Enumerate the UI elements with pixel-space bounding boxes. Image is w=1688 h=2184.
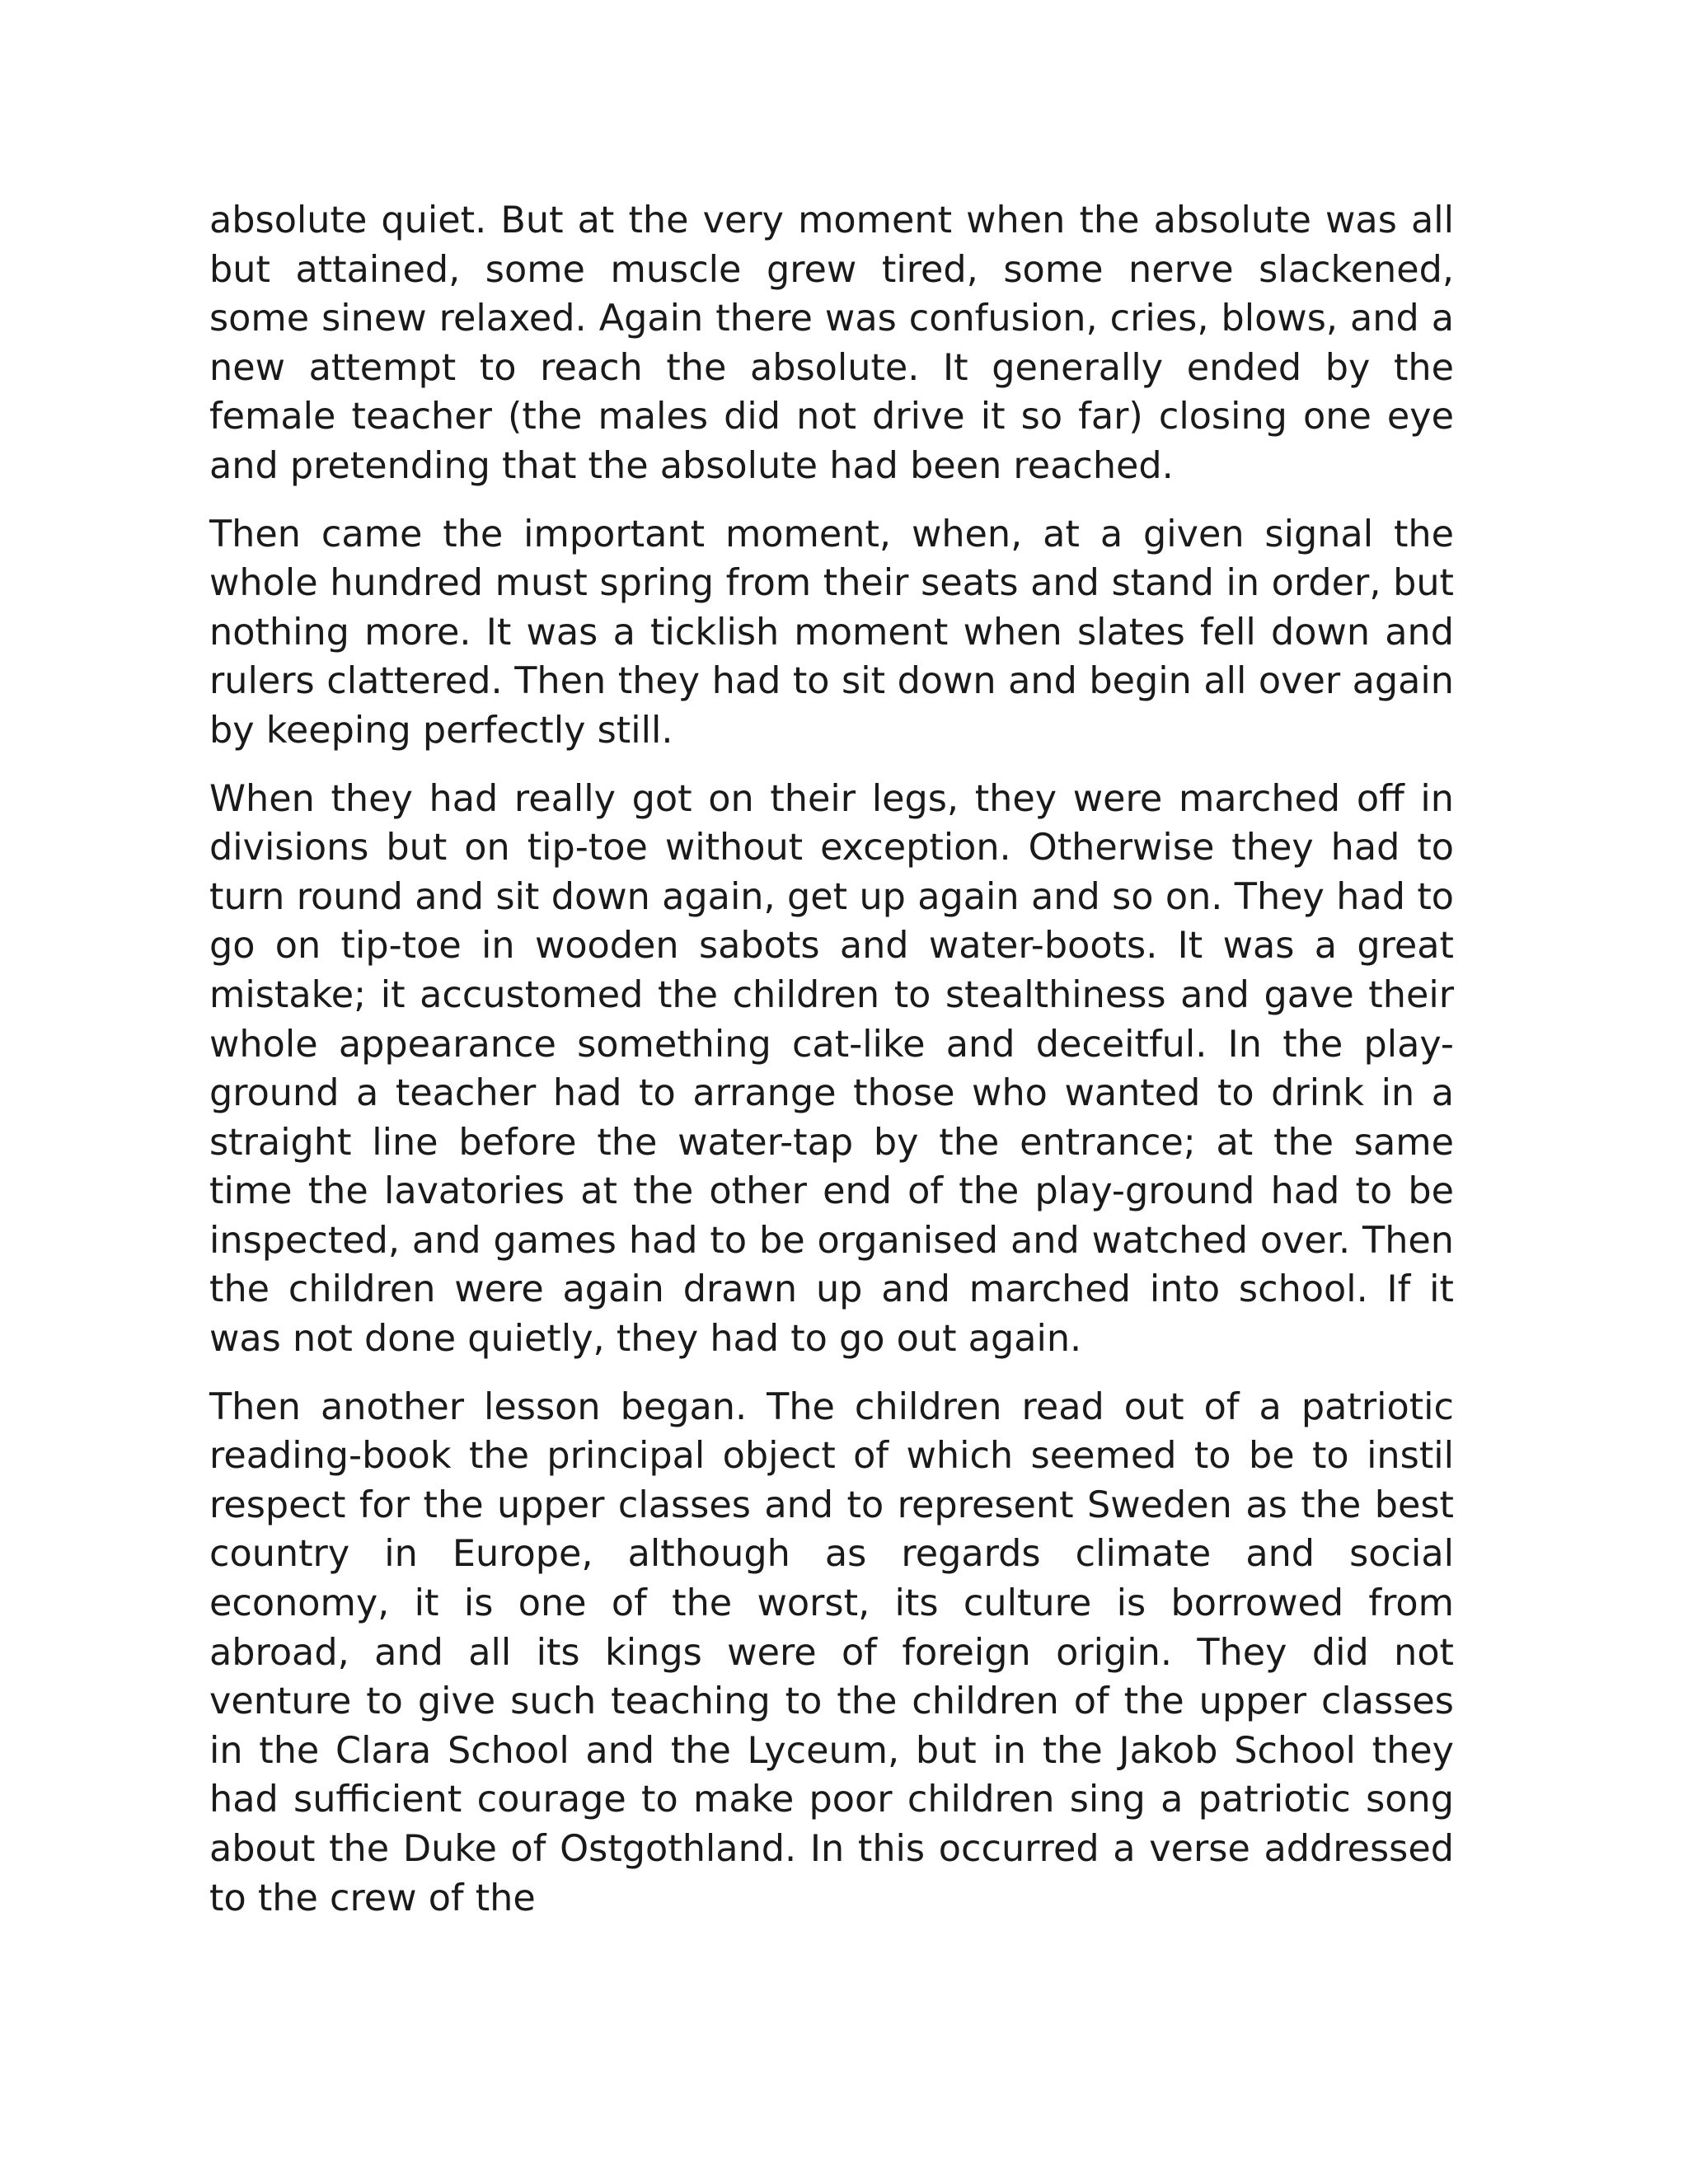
paragraph-2: Then came the important moment, when, at a given signal the whole hundred must spring from their seats and stand in order, but nothing more. It was a ticklish moment when slates fell down and rulers clattered. Then they had to sit down and begin all over again by keeping perfectly still.: [209, 513, 1454, 752]
text-body: [209, 196, 1454, 1942]
paragraph-4: Then another lesson began. The children read out of a patriotic reading-book the principal object of which seemed to be to instil respect for the upper classes and to represent Sweden as the best country in Europe, although as regards climate and social economy, it is one of the worst, its culture is borrowed from abroad, and all its kings were of foreign origin. They did not venture to give such teaching to the children of the upper classes in the Clara School and the Lyceum, but in the Jakob School they had sufficient courage to make poor children sing a patriotic song about the Duke of Ostgothland. In this occurred a verse addressed to the crew of the: [209, 1385, 1454, 1919]
paragraph-1: absolute quiet. But at the very moment when the absolute was all but attained, some muscle grew tired, some nerve slackened, some sinew relaxed. Again there was confusion, cries, blows, and a new attempt to reach the absolute. It generally ended by the female teacher (the males did not drive it so far) closing one eye and pretending that the absolute had been reached.: [209, 199, 1454, 487]
paragraph-3: When they had really got on their legs, they were marched off in divisions but on tip-toe without exception. Otherwise they had to turn round and sit down again, get up again and so on. They had to go on tip-toe in wooden sabots and water-boots. It was a great mistake; it accustomed the children to stealthiness and gave their whole appearance something cat-like and deceitful. In the play-ground a teacher had to arrange those who wanted to drink in a straight line before the water-tap by the entrance; at the same time the lavatories at the other end of the play-ground had to be inspected, and games had to be organised and watched over. Then the children were again drawn up and marched into school. If it was not done quietly, they had to go out again.: [209, 777, 1454, 1361]
